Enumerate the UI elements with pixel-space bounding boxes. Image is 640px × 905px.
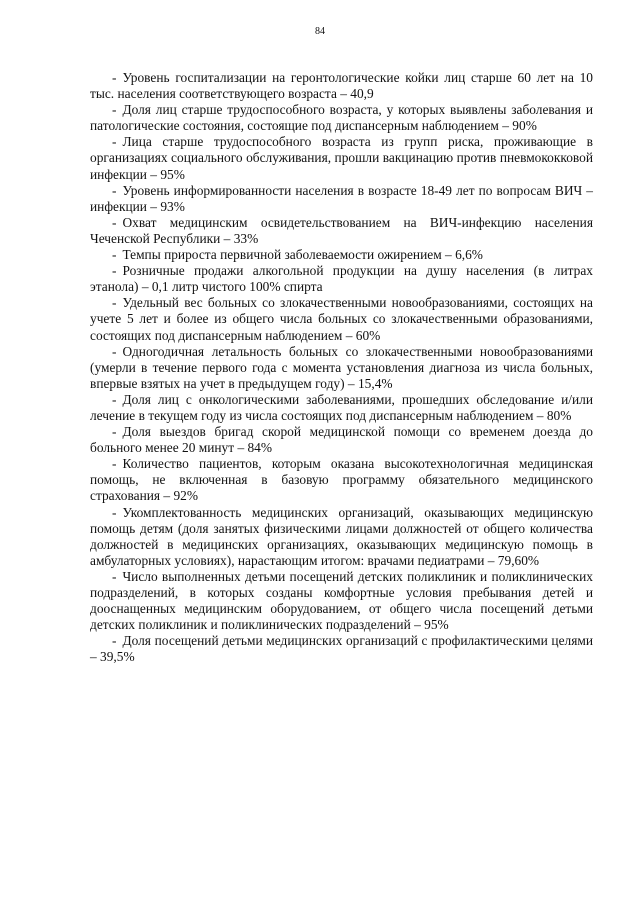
list-item — [90, 424, 593, 456]
list-item — [90, 295, 593, 343]
list-dash: - — [112, 102, 117, 118]
list-dash: - — [112, 70, 117, 85]
list-dash: - — [112, 568, 117, 584]
list-item-text: Уровень госпитализации на геронтологические койки лиц старше 60 лет на 10 тыс. населения соответствующего возраста – 40,9 — [90, 70, 593, 102]
list-item — [90, 102, 593, 134]
list-item-text: Доля посещений детьми медицинских организаций с профилактическими целями – 39,5% — [90, 633, 593, 665]
list-item-text: Охват медицинским освидетельствованием на ВИЧ-инфекцию населения Чеченской Республики – 33% — [90, 214, 593, 246]
list-item — [90, 247, 593, 263]
list-dash: - — [112, 456, 117, 472]
list-dash: - — [112, 343, 117, 359]
indicator-list — [90, 70, 593, 665]
list-item-text: Укомплектованность медицинских организаций, оказывающих медицинскую помощь детям (доля занятых физическими лицами должностей от общего количества должностей в медицинских организациях, оказывающих медицинскую помощь в амбулаторных условиях), нарастающим итогом: врачами педиатрами – 79,60% — [90, 504, 593, 568]
list-dash: - — [112, 633, 117, 649]
list-item-text: Лица старше трудоспособного возраста из групп риска, проживающие в организациях социального обслуживания, прошли вакцинацию против пневмококковой инфекции – 95% — [90, 134, 593, 182]
list-dash: - — [112, 391, 117, 407]
list-item-text: Доля лиц с онкологическими заболеваниями, прошедших обследование и/или лечение в текущем году из числа состоящих под диспансерным наблюдением – 80% — [90, 391, 593, 423]
list-item-text: Количество пациентов, которым оказана высокотехнологичная медицинская помощь, не включенная в базовую программу обязательного медицинского страхования – 92% — [90, 456, 593, 504]
list-item — [90, 569, 593, 633]
list-item — [90, 456, 593, 504]
list-item-text: Доля лиц старше трудоспособного возраста, у которых выявлены заболевания и патологические состояния, состоящие под диспансерным наблюдением – 90% — [90, 102, 593, 134]
list-item-text: Удельный вес больных со злокачественными новообразованиями, состоящих на учете 5 лет и более из общего числа больных со злокачественными образованиями, состоящих под диспансерным наблюдением – 60% — [90, 295, 593, 343]
list-item-text: Число выполненных детьми посещений детских поликлиник и поликлинических подразделений, в которых созданы комфортные условия пребывания детей и дооснащенных медицинским оборудованием, от общего числа посещений детьми детских поликлиник и поликлинических подразделений – 95% — [90, 568, 593, 633]
list-dash: - — [112, 263, 117, 279]
list-item-text: Темпы прироста первичной заболеваемости ожирением – 6,6% — [122, 247, 483, 263]
list-item-text: Розничные продажи алкогольной продукции на душу населения (в литрах этанола) – 0,1 литр чистого 100% спирта — [90, 263, 593, 295]
list-item-text: Одногодичная летальность больных со злокачественными новообразованиями (умерли в течение первого года с момента установления диагноза из числа больных, впервые взятых на учет в предыдущем году) – 15,4% — [90, 343, 593, 391]
list-dash: - — [112, 182, 117, 198]
list-item — [90, 344, 593, 392]
list-item — [90, 392, 593, 424]
list-item-text: Уровень информированности населения в возрасте 18-49 лет по вопросам ВИЧ – инфекции – 93% — [90, 182, 593, 214]
list-item — [90, 215, 593, 247]
list-dash: - — [112, 424, 117, 440]
list-dash: - — [112, 295, 117, 311]
list-item-text: Доля выездов бригад скорой медицинской помощи со временем доезда до больного менее 20 минут – 84% — [90, 424, 593, 456]
page-number: 84 — [315, 26, 325, 37]
list-item — [90, 183, 593, 215]
list-dash: - — [112, 504, 117, 520]
list-item — [90, 633, 593, 665]
list-item — [90, 263, 593, 295]
list-item — [90, 70, 593, 102]
list-item — [90, 134, 593, 182]
list-item — [90, 505, 593, 569]
list-dash: - — [112, 247, 117, 263]
list-dash: - — [112, 214, 117, 230]
list-dash: - — [112, 134, 117, 150]
